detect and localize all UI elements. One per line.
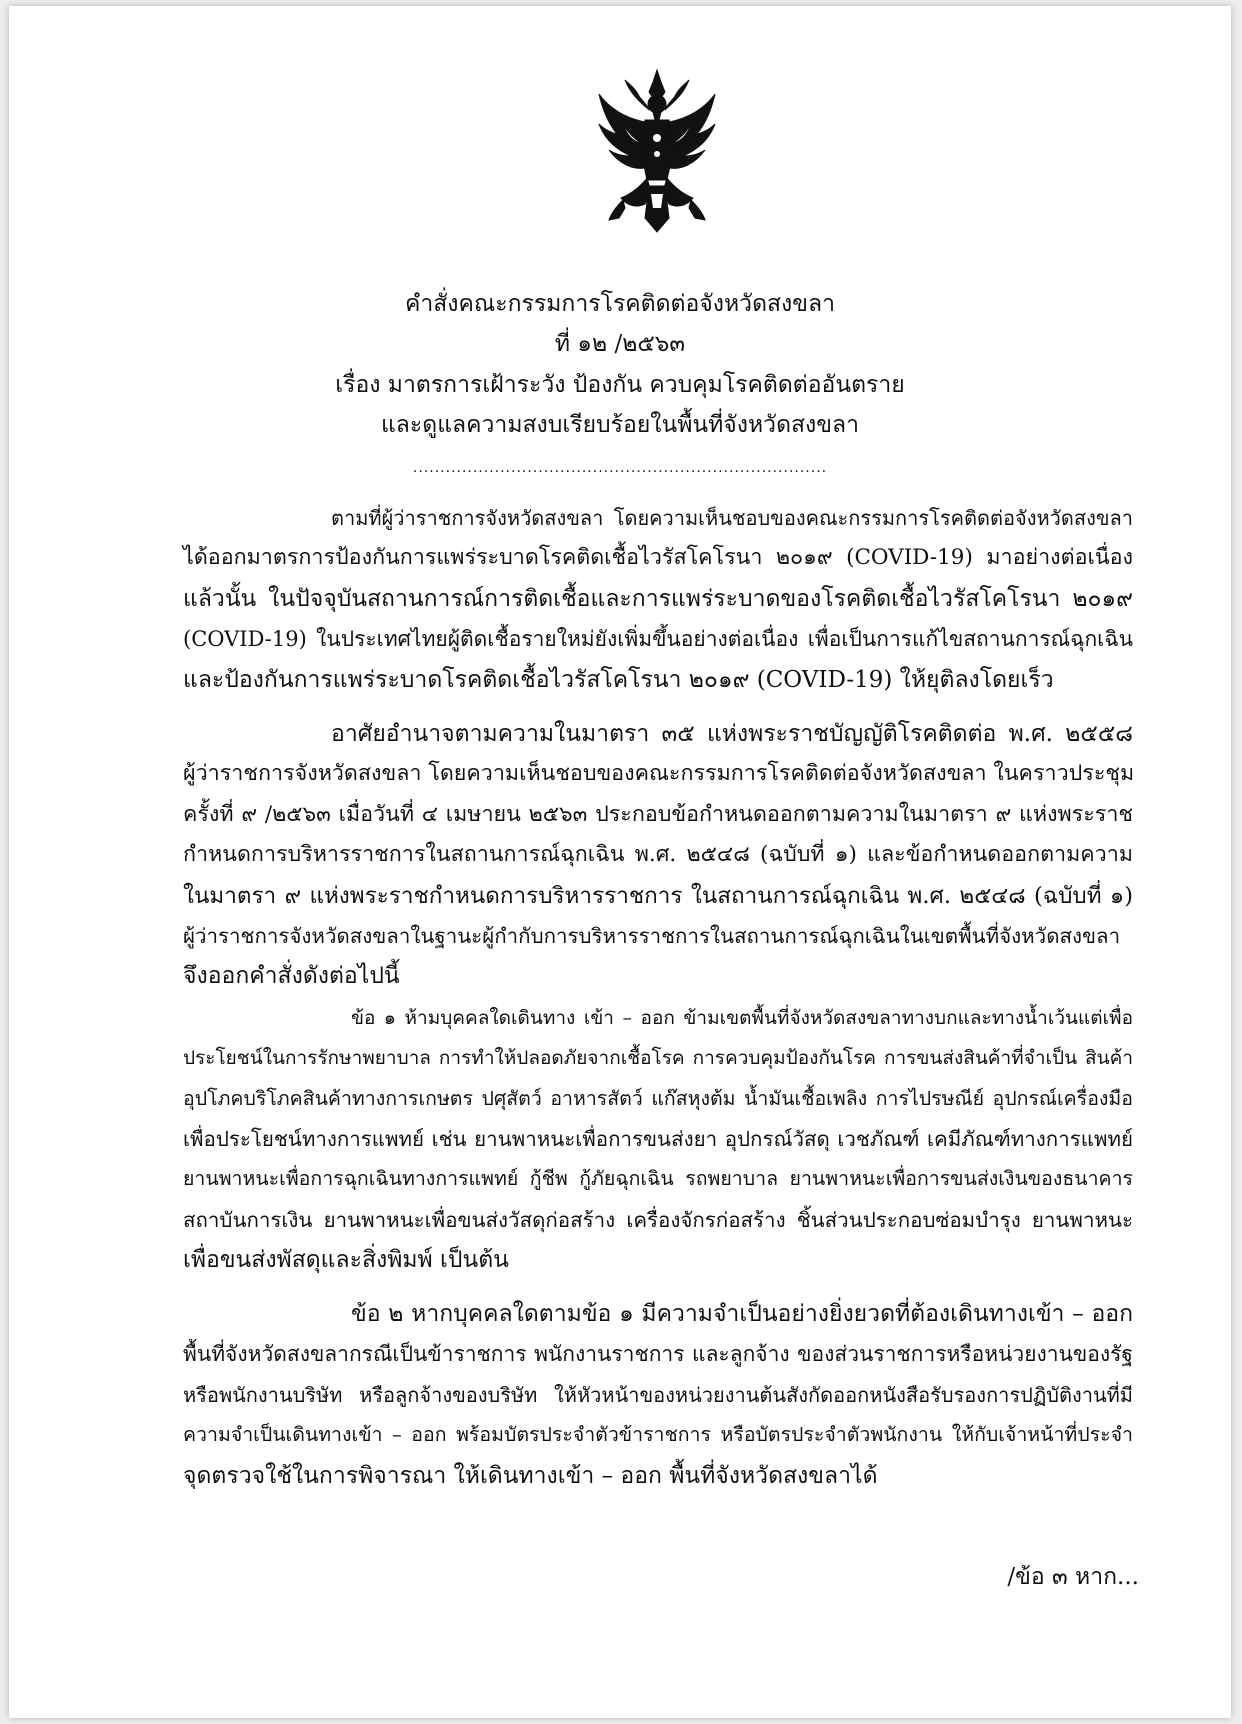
text-line: ผู้ว่าราชการจังหวัดสงขลาในฐานะผู้กำกับการบริหารราชการในสถานการณ์ฉุกเฉินในเขตพื้นที่จังหวัดสงขลา (183, 924, 1121, 948)
text-line: ตามที่ผู้ว่าราชการจังหวัดสงขลา โดยความเห็นชอบของคณะกรรมการโรคติดต่อจังหวัดสงขลา (331, 506, 1133, 530)
text-line: อุปโภคบริโภคสินค้าทางการเกษตร ปศุสัตว์ อาหารสัตว์ แก๊สหุงต้ม น้ำมันเชื้อเพลิง การไปรษณีย์ อุปกรณ์เครื่องมือ (183, 1087, 1133, 1110)
text-line: ครั้งที่ ๙ /๒๕๖๓ เมื่อวันที่ ๔ เมษายน ๒๕๖๓ ประกอบข้อกำหนดออกตามความในมาตรา ๙ แห่งพระราช (183, 802, 1133, 827)
document-page (9, 6, 1231, 1718)
text-line: ข้อ ๑ ห้ามบุคคลใดเดินทาง เข้า – ออก ข้ามเขตพื้นที่จังหวัดสงขลาทางบกและทางน้ำเว้นแต่เพื่อ (351, 1007, 1133, 1029)
text-line: สถาบันการเงิน ยานพาหนะเพื่อขนส่งวัสดุก่อสร้าง เครื่องจักรก่อสร้าง ชิ้นส่วนประกอบซ่อมบำรุง ยานพาหนะ (183, 1208, 1133, 1232)
subject-line-1: เรื่อง มาตรการเฝ้าระวัง ป้องกัน ควบคุมโรคติดต่ออันตราย (335, 372, 905, 398)
text-line: ความจำเป็นเดินทางเข้า – ออก พร้อมบัตรประจำตัวข้าราชการ หรือบัตรประจำตัวพนักงาน ให้กับเจ้าหน้าที่ประจำ (183, 1423, 1133, 1446)
text-line: และป้องกันการแพร่ระบาดโรคติดเชื้อไวรัสโคโรนา ๒๐๑๙ (COVID-19) ให้ยุติลงโดยเร็ว (183, 667, 1054, 693)
text-line: จุดตรวจใช้ในการพิจารณา ให้เดินทางเข้า – ออก พื้นที่จังหวัดสงขลาได้ (183, 1463, 878, 1489)
text-line: ประโยชน์ในการรักษาพยาบาล การทำให้ปลอดภัยจากเชื้อโรค การควบคุมป้องกันโรค การขนส่งสินค้าที่จำเป็น สินค้า (183, 1047, 1133, 1069)
text-line: อาศัยอำนาจตามความในมาตรา ๓๕ แห่งพระราชบัญญัติโรคติดต่อ พ.ศ. ๒๕๕๘ (331, 721, 1133, 747)
text-line: แล้วนั้น ในปัจจุบันสถานการณ์การติดเชื้อและการแพร่ระบาดของโรคติดเชื้อไวรัสโคโรนา ๒๐๑๙ (183, 586, 1133, 612)
text-line: ข้อ ๒ หากบุคคลใดตามข้อ ๑ มีความจำเป็นอย่างยิ่งยวดที่ต้องเดินทางเข้า – ออก (351, 1301, 1133, 1327)
text-line: กำหนดการบริหารราชการในสถานการณ์ฉุกเฉิน พ.ศ. ๒๕๔๘ (ฉบับที่ ๑) และข้อกำหนดออกตามความ (183, 842, 1133, 867)
text-line: ในมาตรา ๙ แห่งพระราชกำหนดการบริหารราชการ ในสถานการณ์ฉุกเฉิน พ.ศ. ๒๕๔๘ (ฉบับที่ ๑) (183, 883, 1133, 909)
text-line: ผู้ว่าราชการจังหวัดสงขลา โดยความเห็นชอบของคณะกรรมการโรคติดต่อจังหวัดสงขลา ในคราวประชุม (183, 761, 1135, 786)
text-line: (COVID-19) ในประเทศไทยผู้ติดเชื้อรายใหม่ยังเพิ่มขึ้นอย่างต่อเนื่อง เพื่อเป็นการแก้ไขสถานการณ์ฉุกเฉิน (183, 627, 1133, 651)
text-line: ได้ออกมาตรการป้องกันการแพร่ระบาดโรคติดเชื้อไวรัสโคโรนา ๒๐๑๙ (COVID-19) มาอย่างต่อเนื่อง (183, 545, 1133, 570)
continuation-note: /ข้อ ๓ หาก... (1007, 1564, 1139, 1590)
separator-dots: ............................................................................ (412, 460, 828, 476)
text-line: เพื่อขนส่งพัสดุและสิ่งพิมพ์ เป็นต้น (183, 1247, 509, 1273)
text-line: พื้นที่จังหวัดสงขลากรณีเป็นข้าราชการ พนักงานราชการ และลูกจ้าง ของส่วนราชการหรือหน่วยงานของรัฐ (183, 1342, 1133, 1366)
text-line: เพื่อประโยชน์ทางการแพทย์ เช่น ยานพาหนะเพื่อการขนส่งยา อุปกรณ์วัสดุ เวชภัณฑ์ เคมีภัณฑ์ทางการแพทย์ (183, 1127, 1133, 1151)
text-line: หรือพนักงานบริษัท หรือลูกจ้างของบริษัท ให้หัวหน้าของหน่วยงานต้นสังกัดออกหนังสือรับรองการปฏิบัติงานที่มี (183, 1383, 1133, 1407)
order-title: คำสั่งคณะกรรมการโรคติดต่อจังหวัดสงขลา (404, 291, 836, 317)
text-line: ยานพาหนะเพื่อการฉุกเฉินทางการแพทย์ กู้ชีพ กู้ภัยฉุกเฉิน รถพยาบาล ยานพาหนะเพื่อการขนส่งเงินของธนาคาร (183, 1167, 1133, 1190)
subject-line-2: และดูแลความสงบเรียบร้อยในพื้นที่จังหวัดสงขลา (380, 412, 860, 438)
garuda-emblem-icon (595, 68, 719, 234)
order-number: ที่ ๑๒ /๒๕๖๓ (554, 331, 686, 357)
text-line: จึงออกคำสั่งดังต่อไปนี้ (183, 963, 400, 989)
